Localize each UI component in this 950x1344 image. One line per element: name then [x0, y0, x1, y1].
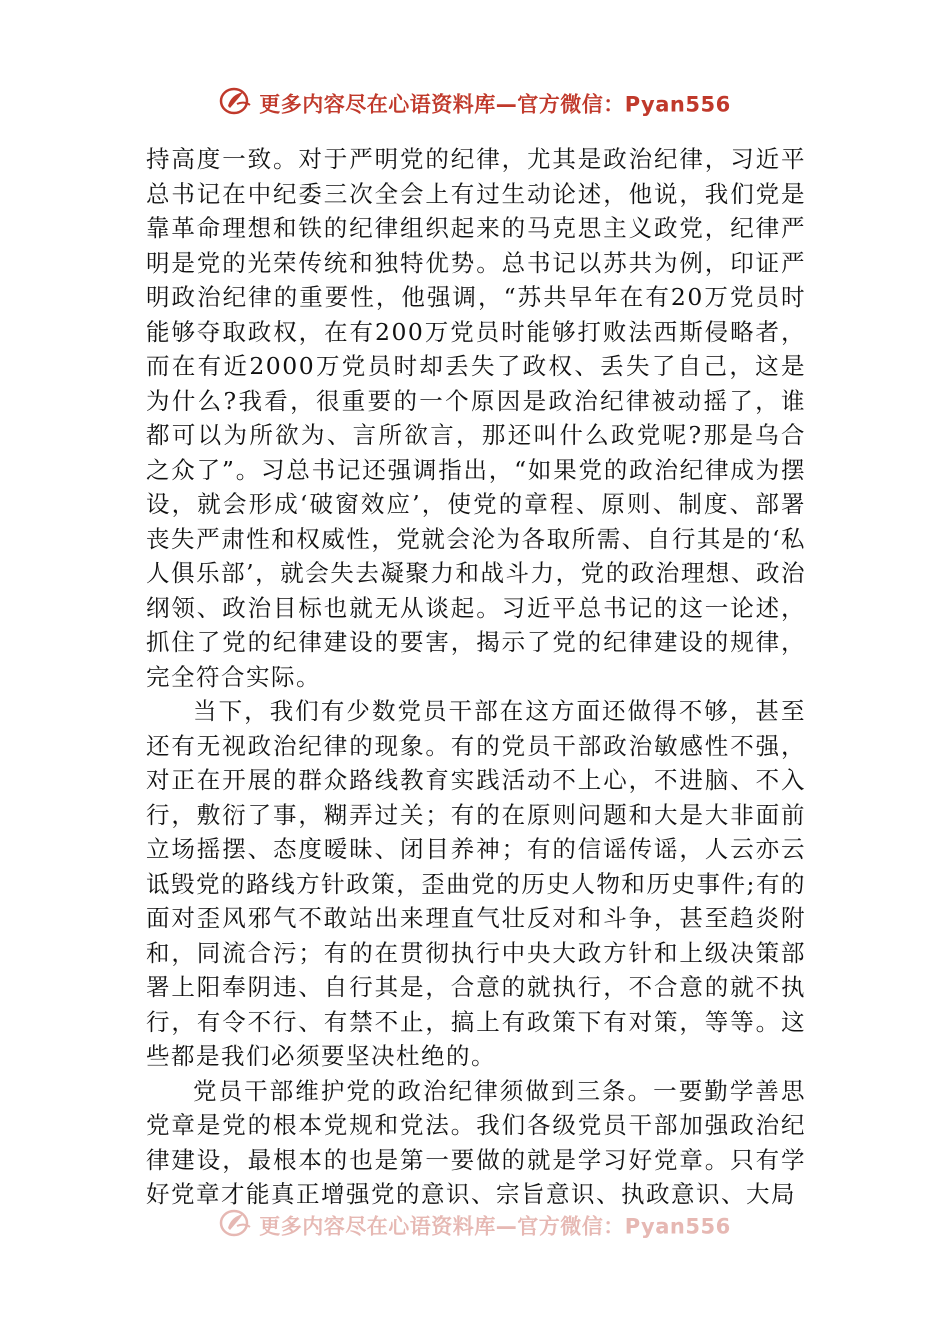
document-body	[146, 142, 806, 1212]
watermark-text: 更多内容尽在心语资料库—官方微信：Pyan556	[259, 92, 731, 117]
paragraph: 当下，我们有少数党员干部在这方面还做得不够，甚至还有无视政治纪律的现象。有的党员干部政治敏感性不强，对正在开展的群众路线教育实践活动不上心，不进脑、不入行，敷衍了事，糊弄过关；有的在原则问题和大是大非面前立场摇摆、态度暧昧、闭目养神；有的信谣传谣，人云亦云诋毁党的路线方针政策，歪曲党的历史人物和历史事件;有的面对歪风邪气不敢站出来理直气壮反对和斗争，甚至趋炎附和，同流合污；有的在贯彻执行中央大政方针和上级决策部署上阳奉阴违、自行其是，合意的就执行，不合意的就不执行，有令不行、有禁不止，搞上有政策下有对策，等等。这些都是我们必须要坚决杜绝的。	[146, 697, 806, 1070]
watermark-text: 更多内容尽在心语资料库—官方微信：Pyan556	[259, 1214, 731, 1239]
footer-watermark	[0, 1208, 950, 1243]
logo-icon	[219, 1208, 253, 1243]
paragraph: 持高度一致。对于严明党的纪律，尤其是政治纪律，习近平总书记在中纪委三次全会上有过生动论述，他说，我们党是靠革命理想和铁的纪律组织起来的马克思主义政党，纪律严明是党的光荣传统和独特优势。总书记以苏共为例，印证严明政治纪律的重要性，他强调，“苏共早年在有20万党员时能够夺取政权，在有200万党员时能够打败法西斯侵略者，而在有近2000万党员时却丢失了政权、丢失了自己，这是为什么?我看，很重要的一个原因是政治纪律被动摇了，谁都可以为所欲为、言所欲言，那还叫什么政党呢?那是乌合之众了”。习总书记还强调指出，“如果党的政治纪律成为摆设，就会形成‘破窗效应’，使党的章程、原则、制度、部署丧失严肃性和权威性，党就会沦为各取所需、自行其是的‘私人俱乐部’，就会失去凝聚力和战斗力，党的政治理想、政治纲领、政治目标也就无从谈起。习近平总书记的这一论述，抓住了党的纪律建设的要害，揭示了党的纪律建设的规律，完全符合实际。	[146, 145, 806, 691]
header-watermark	[0, 86, 950, 121]
logo-icon	[219, 86, 253, 121]
paragraph: 党员干部维护党的政治纪律须做到三条。一要勤学善思党章是党的根本党规和党法。我们各级党员干部加强政治纪律建设，最根本的也是第一要做的就是学习好党章。只有学好党章才能真正增强党的意识、宗旨意识、执政意识、大局	[146, 1076, 806, 1208]
